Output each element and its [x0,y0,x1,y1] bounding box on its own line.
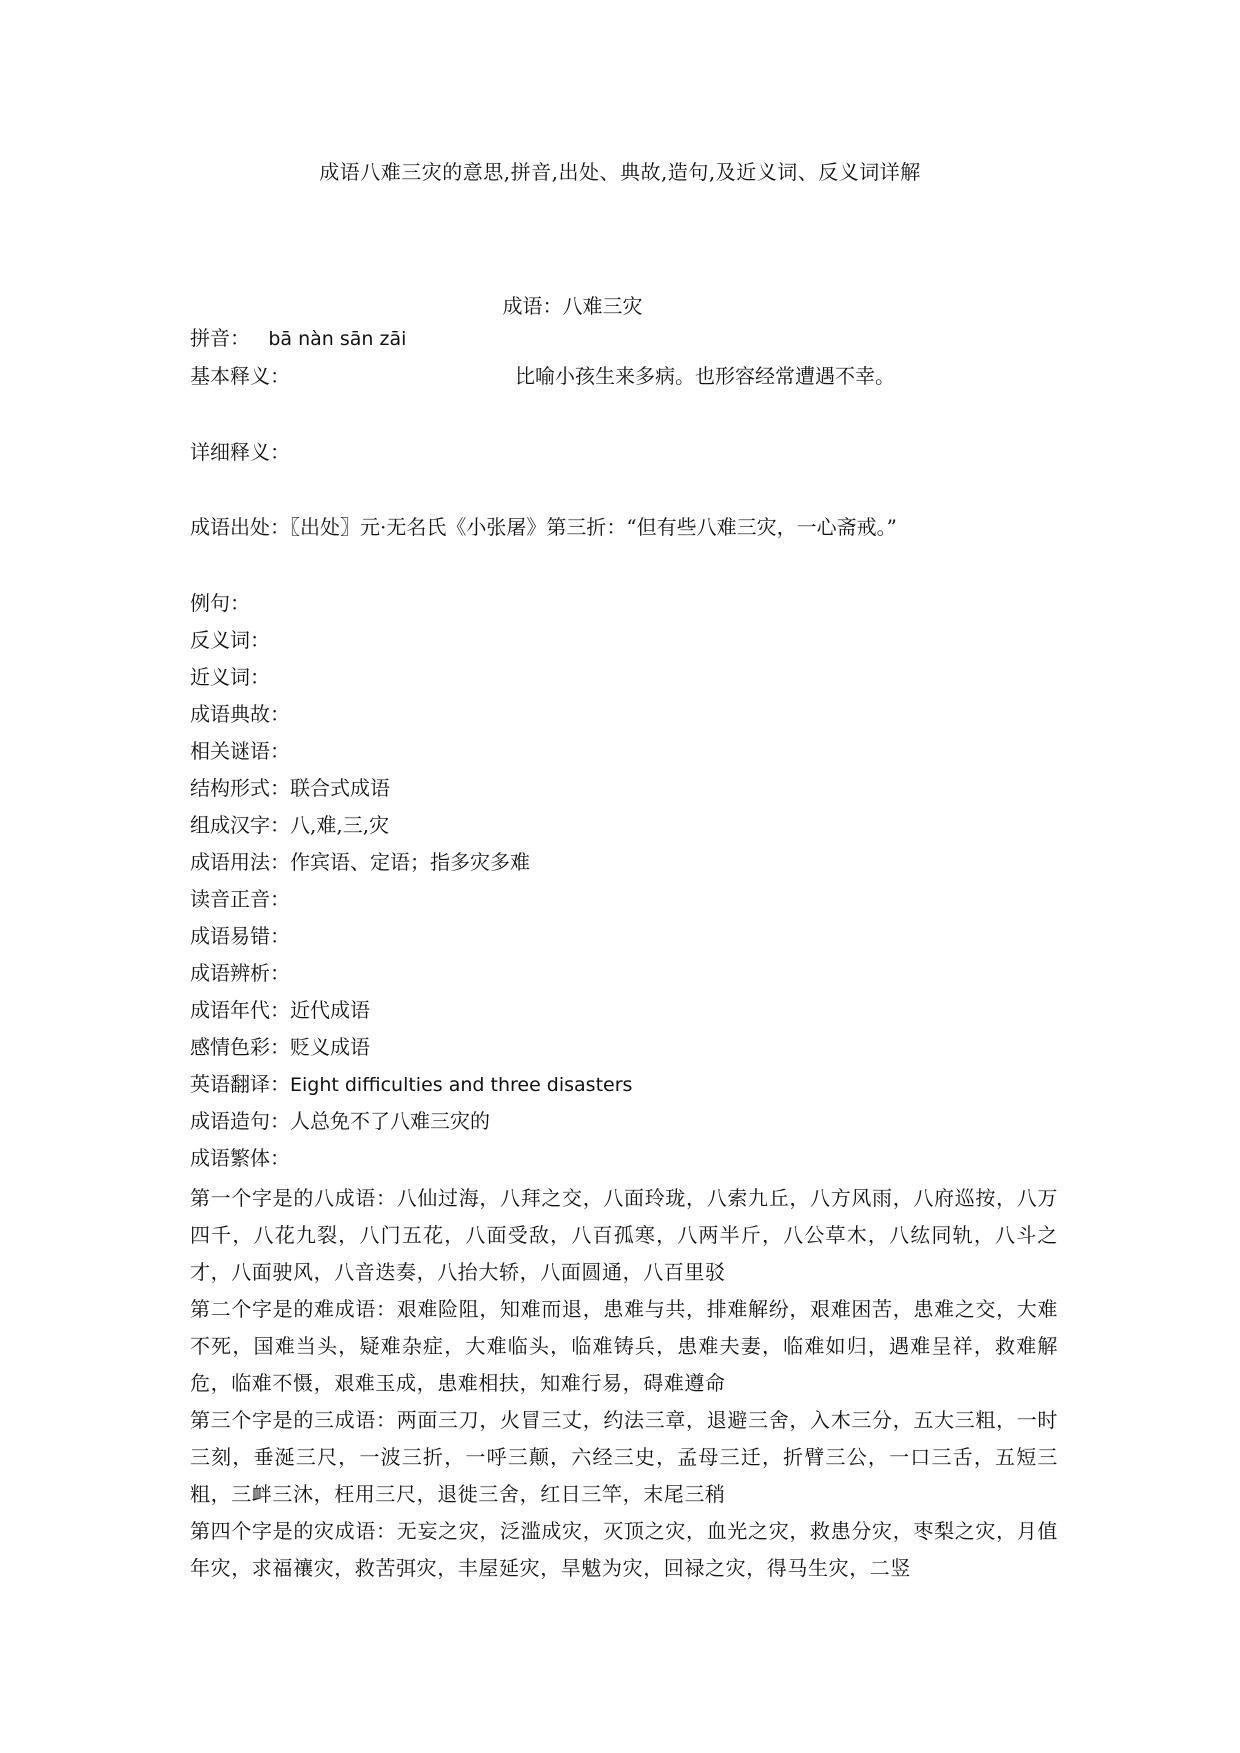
field-row [190,1035,370,1059]
field-row [190,887,290,911]
field-label: 例句： [190,591,250,615]
field-row [190,628,270,652]
field-value: 作宾语、定语；指多灾多难 [290,850,530,874]
field-label: 成语年代： [190,998,290,1022]
related-list: 两面三刀，火冒三丈，约法三章，退避三舍，入木三分，五大三粗，一时三刻，垂涎三尺，一波三折，一呼三颠，六经三史，孟母三迁，折臂三公，一口三舌，五短三粗，三衅三沐，枉用三尺，退徙三舍，红日三竿，末尾三稍 [190,1408,1059,1506]
field-row [190,665,270,689]
idiom-heading: 成语：八难三灾 [502,294,643,318]
field-label: 成语造句： [190,1109,290,1133]
field-label: 成语辨析： [190,961,290,985]
field-row [190,961,290,985]
source-label: 成语出处： [190,515,290,539]
field-label: 结构形式： [190,776,290,800]
field-row [190,1109,490,1133]
pinyin-value: bā nàn sān zāi [268,328,407,350]
field-label: 成语易错： [190,924,290,948]
related-list: 无妄之灾，泛滥成灾，灭顶之灾，血光之灾，救患分灾，枣梨之灾，月值年灾，求福禳灾，救苦弭灾，丰屋延灾，旱魃为灾，回禄之灾，得马生灾，二竖 [190,1519,1059,1580]
basic-meaning-value: 比喻小孩生来多病。也形容经常遭遇不幸。 [515,364,895,388]
basic-meaning-row [190,364,1090,388]
pinyin-label: 拼音： [190,326,250,350]
field-value: Eight difficulties and three disasters [290,1074,633,1096]
field-label: 组成汉字： [190,813,290,837]
field-row [190,1072,632,1097]
field-row [190,813,389,837]
field-row [190,776,390,800]
related-label: 第三个字是的三成语： [190,1408,397,1432]
field-value: 近代成语 [290,998,370,1022]
field-row [190,1146,290,1170]
field-value: 联合式成语 [290,776,390,800]
detailed-meaning-label: 详细释义： [190,440,290,464]
field-row [190,998,370,1022]
related-idioms-paragraph [190,1180,1058,1291]
source-value: 〖出处〗元·无名氏《小张屠》第三折：“但有些八难三灾，一心斋戒。” [290,515,897,539]
field-row [190,591,250,615]
field-row [190,924,290,948]
related-idioms-paragraph [190,1402,1058,1513]
related-label: 第一个字是的八成语： [190,1186,397,1210]
basic-meaning-label: 基本释义： [190,364,290,388]
document-title: 成语八难三灾的意思,拼音,出处、典故,造句,及近义词、反义词详解 [319,160,921,184]
related-label: 第二个字是的难成语： [190,1297,397,1321]
field-label: 读音正音： [190,887,290,911]
field-label: 成语典故： [190,702,290,726]
field-label: 反义词： [190,628,270,652]
field-row [190,739,290,763]
field-label: 感情色彩： [190,1035,290,1059]
field-label: 成语用法： [190,850,290,874]
related-list: 八仙过海，八拜之交，八面玲珑，八索九丘，八方风雨，八府巡按，八万四千，八花九裂，八门五花，八面受敌，八百孤寒，八两半斤，八公草木，八纮同轨，八斗之才，八面驶风，八音迭奏，八抬大轿，八面圆通，八百里驳 [190,1186,1059,1284]
source-row [190,515,897,539]
related-idioms-paragraph [190,1291,1058,1402]
field-label: 近义词： [190,665,270,689]
field-value: 八,难,三,灾 [290,813,390,837]
field-row [190,850,530,874]
field-row [190,702,290,726]
field-value: 贬义成语 [290,1035,370,1059]
field-label: 英语翻译： [190,1072,290,1096]
field-label: 相关谜语： [190,739,290,763]
related-label: 第四个字是的灾成语： [190,1519,397,1543]
related-idioms-paragraph [190,1513,1058,1587]
pinyin-row [190,326,406,351]
field-label: 成语繁体： [190,1146,290,1170]
detailed-meaning-row [190,440,290,464]
field-value: 人总免不了八难三灾的 [290,1109,490,1133]
related-list: 艰难险阻，知难而退，患难与共，排难解纷，艰难困苦，患难之交，大难不死，国难当头，疑难杂症，大难临头，临难铸兵，患难夫妻，临难如归，遇难呈祥，救难解危，临难不慑，艰难玉成，患难相扶，知难行易，碍难遵命 [190,1297,1059,1395]
